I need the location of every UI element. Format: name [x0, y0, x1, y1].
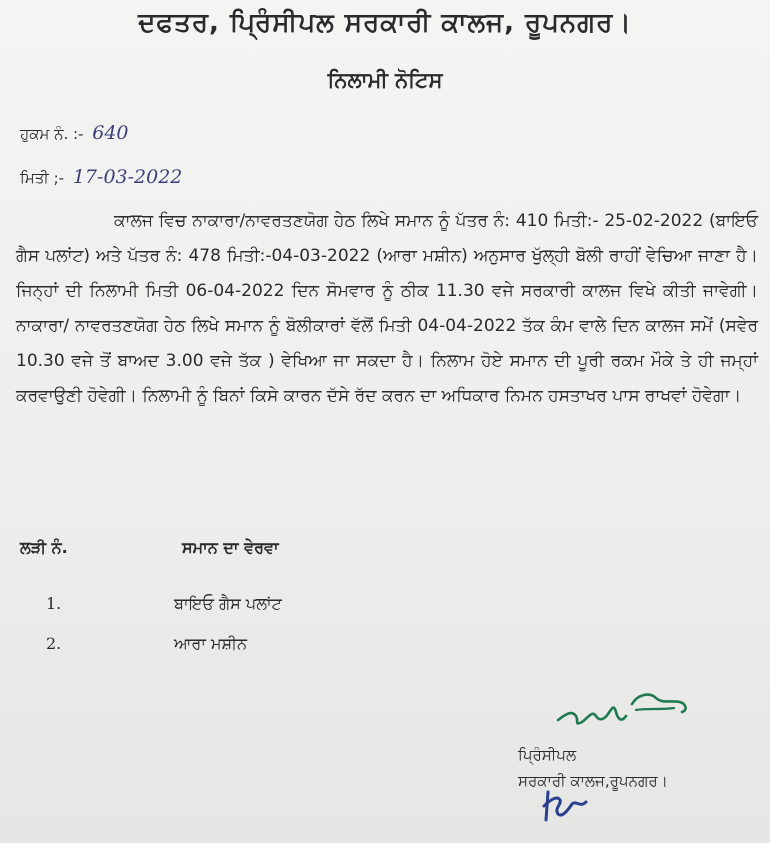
order-number-row	[20, 122, 129, 144]
order-number-value: 640	[92, 122, 129, 144]
date-row	[20, 166, 182, 188]
date-value: 17-03-2022	[72, 166, 183, 188]
date-label: ਮਿਤੀ ;-	[20, 169, 65, 187]
initials-mark	[540, 788, 592, 824]
signatory-designation: ਪ੍ਰਿੰਸੀਪਲ	[518, 746, 577, 764]
notice-body-text: ਕਾਲਜ ਵਿਚ ਨਾਕਾਰਾ/ਨਾਵਰਤਣਯੋਗ ਹੇਠ ਲਿਖੇ ਸਮਾਨ ਨੂੰ ਪੱਤਰ ਨੰ: 410 ਮਿਤੀ:- 25-02-2022 (ਬਾਇਓ ਗੈਸ ਪਲਾਂਟ) ਅਤੇ ਪੱਤਰ ਨੰ: 478 ਮਿਤੀ:-04-03-2022 (ਆਰਾ ਮਸ਼ੀਨ) ਅਨੁਸਾਰ ਖੁੱਲ੍ਹੀ ਬੋਲੀ ਰਾਹੀਂ ਵੇਚਿਆ ਜਾਣਾ ਹੈ। ਜਿਨ੍ਹਾਂ ਦੀ ਨਿਲਾਮੀ ਮਿਤੀ 06-04-2022 ਦਿਨ ਸੋਮਵਾਰ ਨੂੰ ਠੀਕ 11.30 ਵਜੇ ਸਰਕਾਰੀ ਕਾਲਜ ਵਿਖੇ ਕੀਤੀ ਜਾਵੇਗੀ। ਨਾਕਾਰਾ/ ਨਾਵਰਤਣਯੋਗ ਹੇਠ ਲਿਖੇ ਸਮਾਨ ਨੂੰ ਬੋਲੀਕਾਰਾਂ ਵੱਲੋਂ ਮਿਤੀ 04-04-2022 ਤੱਕ ਕੰਮ ਵਾਲੇ ਦਿਨ ਕਾਲਜ ਸਮੇਂ (ਸਵੇਰ 10.30 ਵਜੇ ਤੋਂ ਬਾਅਦ 3.00 ਵਜੇ ਤੱਕ ) ਵੇਖਿਆ ਜਾ ਸਕਦਾ ਹੈ। ਨਿਲਾਮ ਹੋਏ ਸਮਾਨ ਦੀ ਪੂਰੀ ਰਕਮ ਮੌਕੇ ਤੇ ਹੀ ਜਮ੍ਹਾਂ ਕਰਵਾਉਣੀ ਹੋਵੇਗੀ। ਨਿਲਾਮੀ ਨੂੰ ਬਿਨਾਂ ਕਿਸੇ ਕਾਰਨ ਦੱਸੇ ਰੱਦ ਕਰਨ ਦਾ ਅਧਿਕਾਰ ਨਿਮਨ ਹਸਤਾਖਰ ਪਾਸ ਰਾਖਵਾਂ ਹੋਵੇਗਾ।	[16, 211, 758, 406]
list-item-name: ਆਰਾ ਮਸ਼ੀਨ	[174, 634, 247, 653]
order-number-label: ਹੁਕਮ ਨੰ. :-	[20, 125, 84, 143]
item-description-header: ਸਮਾਨ ਦਾ ਵੇਰਵਾ	[182, 538, 279, 557]
list-item-number: 2.	[46, 634, 62, 653]
list-item-name: ਬਾਇਓ ਗੈਸ ਪਲਾਂਟ	[174, 594, 282, 613]
serial-number-header: ਲੜੀ ਨੰ.	[20, 538, 68, 557]
list-item-number: 1.	[46, 594, 62, 613]
notice-body	[16, 204, 758, 414]
signatory-institution: ਸਰਕਾਰੀ ਕਾਲਜ,ਰੂਪਨਗਰ।	[518, 772, 668, 790]
signatory-block	[518, 742, 668, 794]
principal-signature	[552, 680, 702, 736]
notice-title: ਨਿਲਾਮੀ ਨੋਟਿਸ	[327, 68, 443, 92]
office-title: ਦਫਤਰ, ਪ੍ਰਿੰਸੀਪਲ ਸਰਕਾਰੀ ਕਾਲਜ, ਰੂਪਨਗਰ।	[138, 8, 632, 38]
